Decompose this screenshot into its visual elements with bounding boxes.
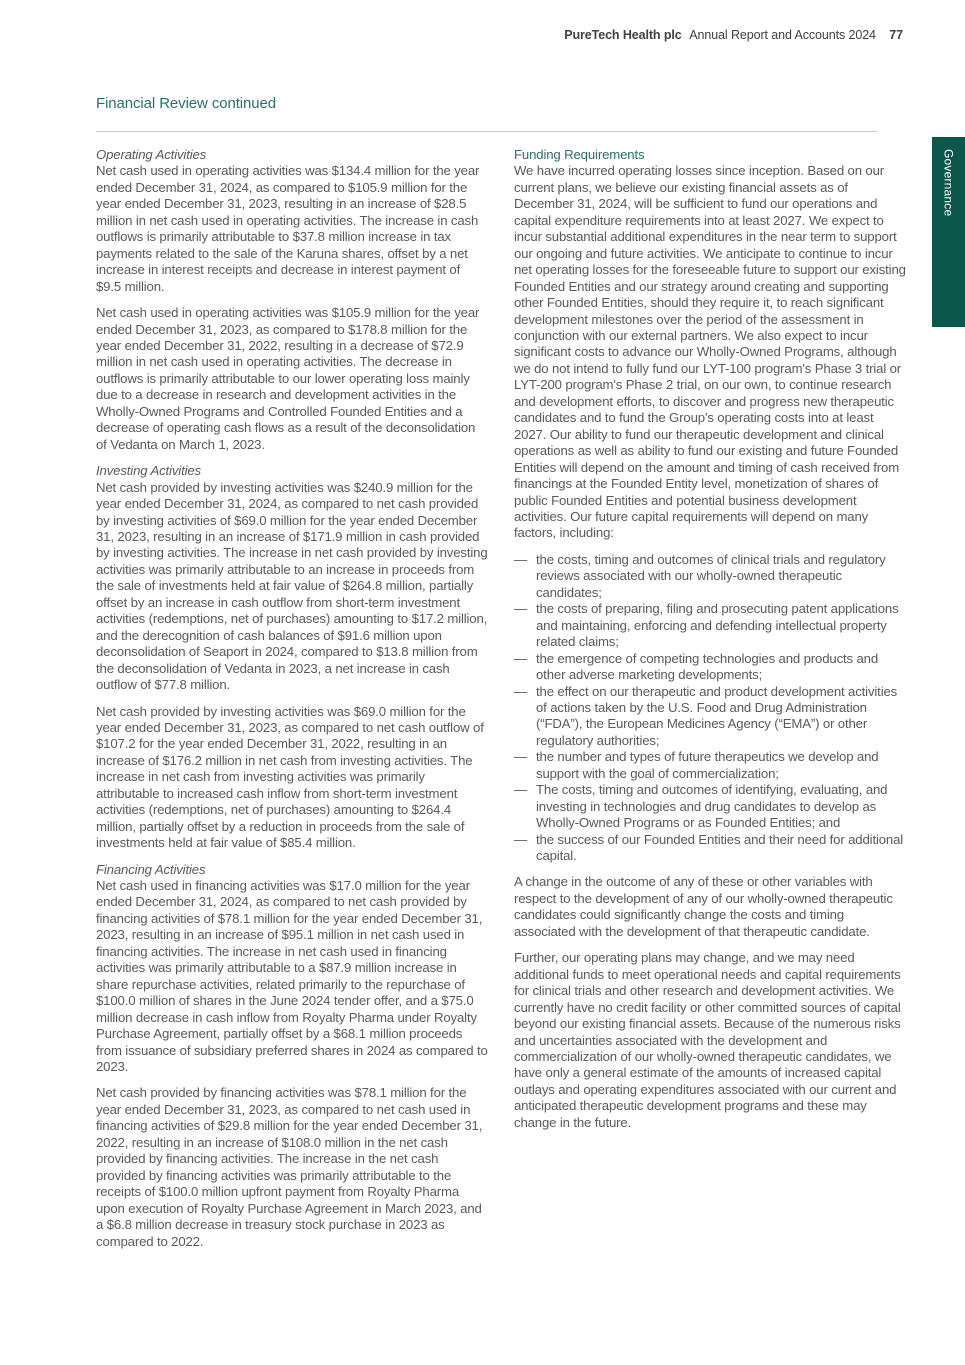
bullet-item bbox=[514, 651, 906, 684]
body-paragraph: We have incurred operating losses since inception. Based on our current plans, we believe our existing financial assets as of December 31, 2024, will be sufficient to fund our operations and capital expenditure requirements into at least 2027. We expect to incur substantial additional expenditures in the near term to support our ongoing and future activities. We anticipate to continue to incur net operating losses for the foreseeable future to support our existing Founded Entities and our strategy around creating and supporting other Founded Entities, should they require it, to reach significant development milestones over the period of the assessment in conjunction with our external partners. We also expect to incur significant costs to advance our Wholly-Owned Programs, although we do not intend to fully fund our LYT-100 program's Phase 3 trial or LYT-200 program's Phase 2 trial, on our own, to continue research and development efforts, to discover and progress new therapeutic candidates and to fund the Group's operating costs into at least 2027. Our ability to fund our therapeutic development and clinical operations as well as ability to fund our existing and future Founded Entities will depend on the amount and timing of cash received from financings at the Founded Entity level, monetization of shares of public Founded Entities and potential business development activities. Our future capital requirements will depend on many factors, including: bbox=[514, 163, 906, 541]
title-divider bbox=[96, 131, 877, 132]
body-paragraph: Net cash used in financing activities was $17.0 million for the year ended December 31, 2024, as compared to net cash provided by financing activities of $78.1 million for the year ended December 31, 2023, resulting in an increase of $95.1 million in net cash used in financing activities. The increase in net cash used in financing activities was primarily attributable to a $87.9 million increase in share repurchase activities, related primarily to the repurchase of $100.0 million of shares in the June 2024 tender offer, and a $75.0 million decrease in cash inflow from Royalty Pharma under Royalty Purchase Agreement, partially offset by a $68.1 million proceeds from issuance of subsidiary preferred shares in 2024 as compared to 2023. bbox=[96, 878, 488, 1075]
report-title: Annual Report and Accounts 2024 bbox=[689, 28, 876, 42]
page-content bbox=[0, 95, 965, 1260]
two-column-layout bbox=[96, 147, 906, 1260]
em-dash-marker: — bbox=[514, 831, 528, 847]
section-heading-funding: Funding Requirements bbox=[514, 147, 645, 162]
em-dash-marker: — bbox=[514, 749, 528, 765]
bullet-item bbox=[514, 749, 906, 782]
body-paragraph: Net cash used in operating activities was $134.4 million for the year ended December 31, 2024, as compared to $105.9 million for the year ended December 31, 2023, resulting in an increase of $28.5 million in net cash used in operating activities. The increase in cash outflows is primarily attributable to $37.8 million increase in tax payments related to the sale of the Karuna shares, offset by a net increase in interest receipts and decrease in interest payment of $9.5 million. bbox=[96, 163, 480, 294]
bullet-item bbox=[514, 684, 906, 750]
section-heading: Operating Activities bbox=[96, 147, 207, 162]
bullet-text: the number and types of future therapeutics we develop and support with the goal of commercialization; bbox=[536, 749, 879, 781]
bullet-item bbox=[514, 552, 906, 601]
em-dash-marker: — bbox=[514, 683, 528, 699]
section-heading: Financing Activities bbox=[96, 861, 206, 877]
section-heading: Investing Activities bbox=[96, 463, 201, 479]
body-paragraph: Net cash provided by investing activities was $69.0 million for the year ended December 31, 2023, as compared to net cash outflow of $107.2 for the year ended December 31, 2022, resulting in an increase of $176.2 million in net cash from investing activities. The increase in net cash from investing activities was primarily attributable to increased cash inflow from short-term investment activities (redemptions, net of purchases) amounting to $264.4 million, partially offset by a reduction in proceeds from the sale of investments held at fair value of $85.4 million. bbox=[96, 703, 484, 851]
tab-governance[interactable] bbox=[932, 137, 965, 327]
body-paragraph: Net cash provided by financing activities was $78.1 million for the year ended December 31, 2023, as compared to net cash used in financing activities of $29.8 million for the year ended December 31, 2022, resulting in an increase of $108.0 million in the net cash provided by financing activities. The increase in the net cash provided by financing activities was primarily attributable to the receipts of $100.0 million upfront payment from Royalty Pharma upon execution of Royalty Purchase Agreement in March 2023, and a $6.8 million decrease in treasury stock purchase in 2023 as compared to 2022. bbox=[96, 1085, 483, 1249]
em-dash-marker: — bbox=[514, 782, 528, 798]
bullet-text: the emergence of competing technologies and products and other adverse marketing developments; bbox=[536, 650, 879, 683]
right-column bbox=[514, 147, 906, 1260]
company-name: PureTech Health plc bbox=[564, 28, 682, 42]
body-paragraph: Further, our operating plans may change, and we may need additional funds to meet operational needs and capital requirements for clinical trials and other research and development activities. We currently have no credit facility or other committed sources of capital beyond our existing financial assets. Because of the numerous risks and uncertainties associated with the development and commercialization of our wholly-owned therapeutic candidates, we have only a general estimate of the amounts of increased capital outlays and operating expenditures associated with our current and anticipated therapeutic development programs and these may change in the future. bbox=[514, 950, 901, 1130]
tab-governance-label: Governance bbox=[941, 149, 956, 217]
bullet-text: The costs, timing and outcomes of identifying, evaluating, and investing in technologies and drug candidates to develop as Wholly-Owned Programs or as Founded Entities; and bbox=[536, 782, 888, 831]
page-title: Financial Review continued bbox=[96, 95, 277, 112]
bullet-item bbox=[514, 601, 906, 650]
bullet-item bbox=[514, 832, 906, 865]
em-dash-marker: — bbox=[514, 650, 528, 666]
page-number: 77 bbox=[889, 28, 903, 42]
bullet-text: the costs, timing and outcomes of clinical trials and regulatory reviews associated with our wholly-owned therapeutic candidates; bbox=[536, 551, 886, 600]
factors-bullet-list bbox=[514, 552, 906, 865]
bullet-text: the success of our Founded Entities and their need for additional capital. bbox=[536, 831, 904, 864]
bullet-item bbox=[514, 782, 906, 831]
body-paragraph: Net cash provided by investing activities was $240.9 million for the year ended December 31, 2024, as compared to net cash provided by investing activities of $69.0 million for the year ended December 31, 2023, resulting in an increase of $171.9 million in cash provided by investing activities. The increase in net cash provided by investing activities was primarily attributable to an increase in proceeds from the sale of investments held at fair value of $264.8 million, partially offset by an increase in cash outflow from short-term investment activities (redemptions, net of purchases) amounting to $17.2 million, and the derecognition of cash balances of $91.6 million upon deconsolidation of Seaport in 2024, compared to $13.8 million from the deconsolidation of Vedanta in 2023, a net increase in cash outflow of $77.8 million. bbox=[96, 479, 488, 693]
body-paragraph: A change in the outcome of any of these or other variables with respect to the development of any of our wholly-owned therapeutic candidates could significantly change the costs and timing associated with the development of that therapeutic candidate. bbox=[514, 874, 893, 939]
body-paragraph: Net cash used in operating activities was $105.9 million for the year ended December 31, 2023, as compared to $178.8 million for the year ended December 31, 2022, resulting in a decrease of $72.9 million in net cash used in operating activities. The decrease in outflows is primarily attributable to our lower operating loss mainly due to a decrease in research and development activities in the Wholly-Owned Programs and Controlled Founded Entities and a decrease of operating cash flows as a result of the deconsolidation of Vedanta on March 1, 2023. bbox=[96, 305, 480, 452]
em-dash-marker: — bbox=[514, 601, 528, 617]
page-header bbox=[564, 28, 903, 42]
em-dash-marker: — bbox=[514, 551, 528, 567]
left-column bbox=[96, 147, 488, 1260]
bullet-text: the effect on our therapeutic and product development activities of actions taken by the U.S. Food and Drug Administration (“FDA”), the European Medicines Agency (“EMA”) or other regulatory authorities; bbox=[536, 683, 898, 748]
bullet-text: the costs of preparing, filing and prosecuting patent applications and maintaining, enforcing and defending intellectual property related claims; bbox=[536, 601, 899, 650]
